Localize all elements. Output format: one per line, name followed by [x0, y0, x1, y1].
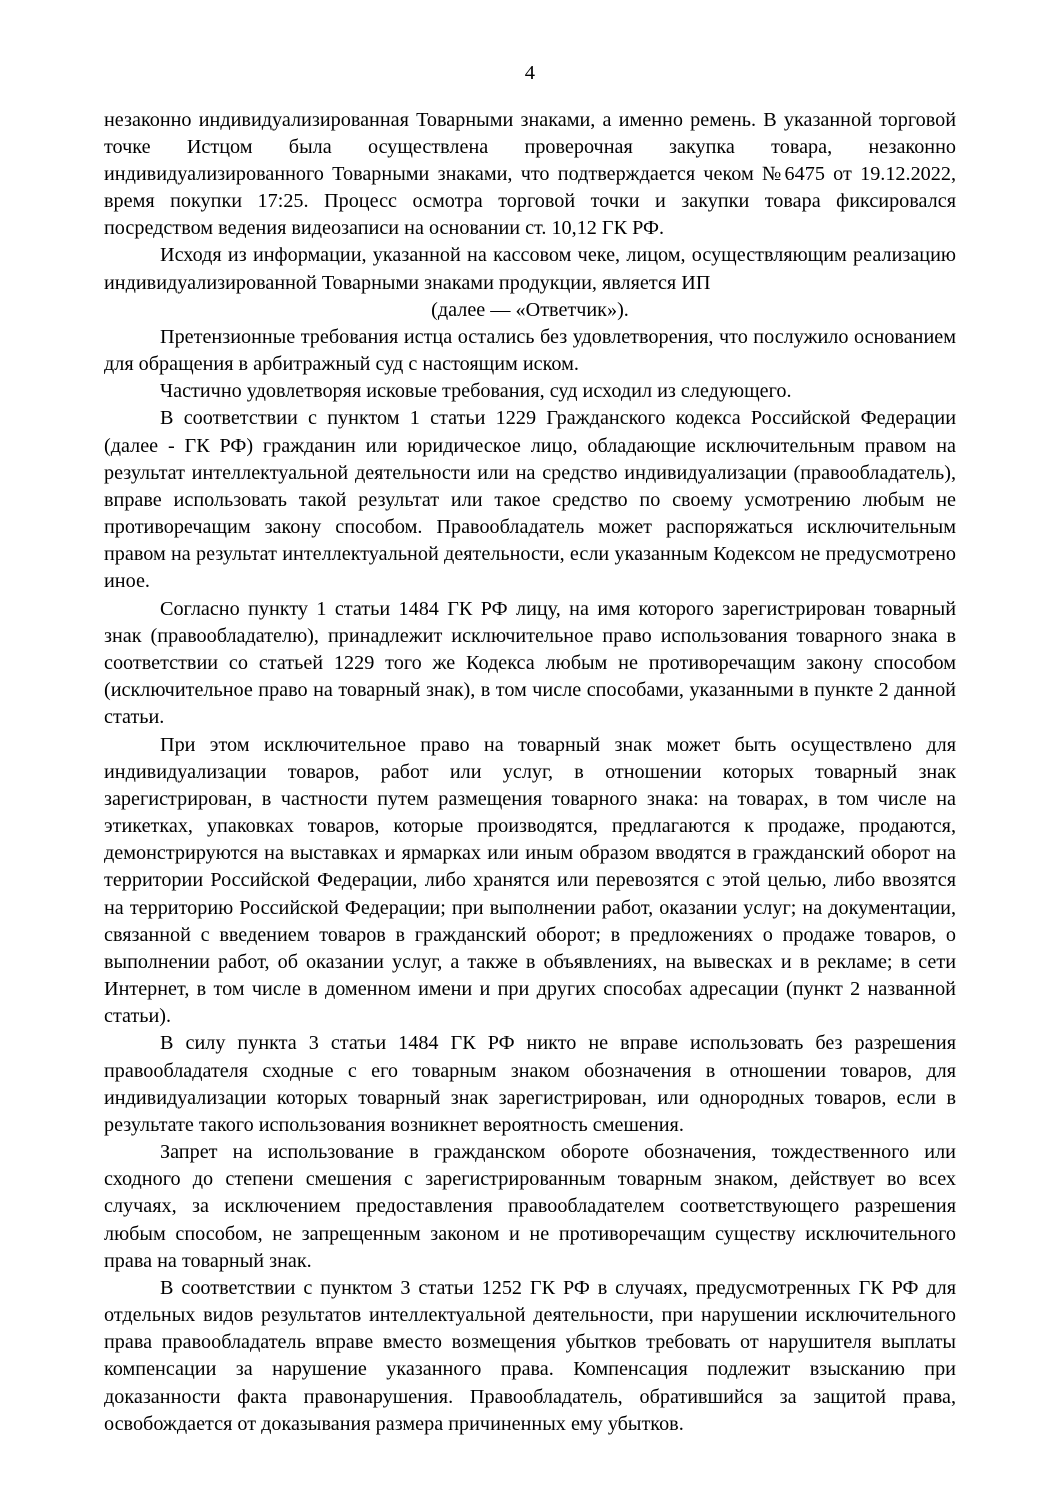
- document-body: [104, 107, 956, 1438]
- paragraph: В соответствии с пунктом 3 статьи 1252 ГК РФ в случаях, предусмотренных ГК РФ для отдельных видов результатов интеллектуальной деятельности, при нарушении исключительного права правообладатель вправе вместо возмещения убытков требовать от нарушителя выплаты компенсации за нарушение указанного права. Компенсация подлежит взысканию при доказанности факта правонарушения. Правообладатель, обратившийся за защитой права, освобождается от доказывания размера причиненных ему убытков.: [104, 1276, 956, 1435]
- paragraph: В силу пункта 3 статьи 1484 ГК РФ никто не вправе использовать без разрешения правообладателя сходные с его товарным знаком обозначения в отношении товаров, для индивидуализации которых товарный знак зарегистрирован, или однородных товаров, если в результате такого использования возникнет вероятность смешения.: [104, 1032, 956, 1136]
- paragraph: В соответствии с пунктом 1 статьи 1229 Гражданского кодекса Российской Федерации (далее - ГК РФ) гражданин или юридическое лицо, обладающие исключительным правом на результат интеллектуальной деятельности или на средство индивидуализации (правообладатель), вправе использовать такой результат или такое средство по своему усмотрению любым не противоречащим закону способом. Правообладатель может распоряжаться исключительным правом на результат интеллектуальной деятельности, если указанным Кодексом не предусмотрено иное.: [104, 407, 956, 593]
- paragraph: Исходя из информации, указанной на кассовом чеке, лицом, осуществляющим реализацию индивидуализированной Товарными знаками продукции, является ИП: [104, 244, 956, 294]
- paragraph: Запрет на использование в гражданском обороте обозначения, тождественного или сходного до степени смешения с зарегистрированным товарным знаком, действует во всех случаях, за исключением предоставления правообладателем соответствующего разрешения любым способом, не запрещенным законом и не противоречащим существу исключительного права на товарный знак.: [104, 1141, 956, 1272]
- paragraph: Согласно пункту 1 статьи 1484 ГК РФ лицу, на имя которого зарегистрирован товарный знак (правообладателю), принадлежит исключительное право использования товарного знака в соответствии со статьей 1229 того же Кодекса любым не противоречащим закону способом (исключительное право на товарный знак), в том числе способами, указанными в пункте 2 данной статьи.: [104, 597, 956, 729]
- paragraph: Частично удовлетворяя исковые требования, суд исходил из следующего.: [160, 380, 792, 403]
- paragraph: незаконно индивидуализированная Товарными знаками, а именно ремень. В указанной торговой точке Истцом была осуществлена проверочная закупка товара, незаконно индивидуализированного Товарными знаками, что подтверждается чеком №6475 от 19.12.2022, время покупки 17:25. Процесс осмотра торговой точки и закупки товара фиксировался посредством ведения видеозаписи на основании ст. 10,12 ГК РФ.: [104, 108, 956, 240]
- paragraph: Претензионные требования истца остались без удовлетворения, что послужило основанием для обращения в арбитражный суд с настоящим иском.: [104, 325, 956, 376]
- page-number: 4: [524, 62, 536, 84]
- paragraph: (далее — «Ответчик»).: [431, 298, 629, 321]
- paragraph: При этом исключительное право на товарный знак может быть осуществлено для индивидуализации товаров, работ или услуг, в отношении которых товарный знак зарегистрирован, в частности путем размещения товарного знака: на товарах, в том числе на этикетках, упаковках товаров, которые производятся, предлагаются к продаже, продаются, демонстрируются на выставках и ярмарках или иным образом вводятся в гражданский оборот на территории Российской Федерации, либо хранятся или перевозятся с этой целью, либо ввозятся на территорию Российской Федерации; при выполнении работ, оказании услуг; на документации, связанной с введением товаров в гражданский оборот; в предложениях о продаже товаров, о выполнении работ, об оказании услуг, а также в объявлениях, на вывесках и в рекламе; в сети Интернет, в том числе в доменном имени и при других способах адресации (пункт 2 названной статьи).: [104, 733, 956, 1028]
